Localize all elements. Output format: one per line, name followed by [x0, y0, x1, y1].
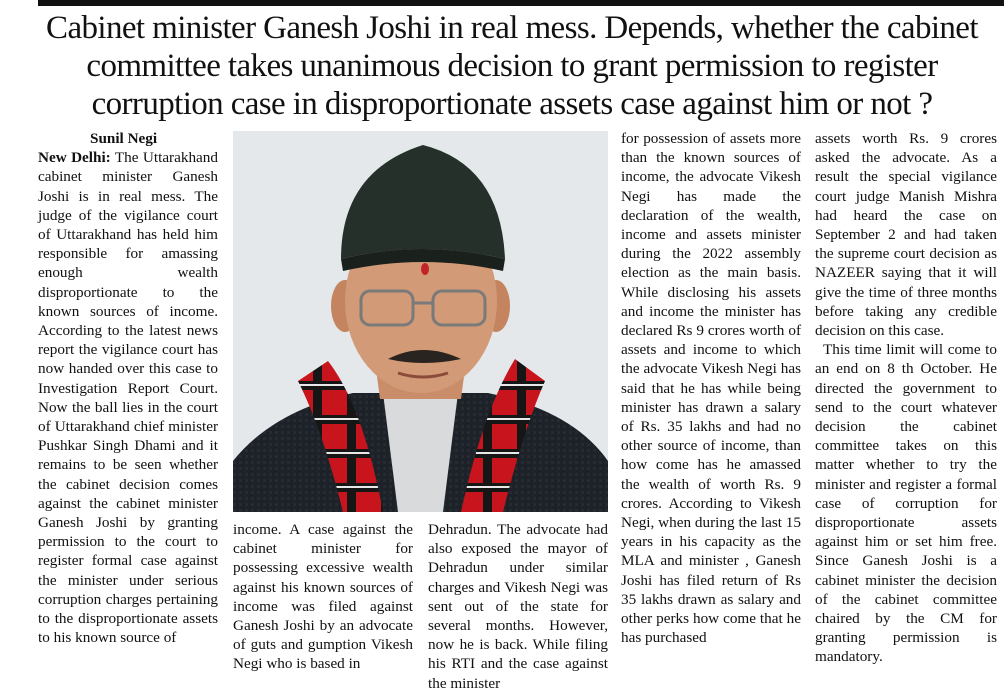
article-column-5 [815, 129, 997, 667]
column-1-text [38, 148, 218, 647]
portrait-illustration [233, 131, 608, 512]
headline-line-1: Cabinet minister Ganesh Joshi in real mess. Depends, whether the cabinet [46, 10, 978, 46]
article-column-1 [38, 129, 218, 647]
column-2-body: income. A case against the cabinet minister for possessing excessive wealth against his known sources of income was filed against Ganesh Joshi by an advocate of guts and gumption Vikesh Negi who is based in [233, 521, 413, 673]
headline-line-3: corruption case in disproportionate assets case against him or not ? [91, 86, 933, 122]
minister-photo [233, 131, 608, 512]
column-5-paragraph-1: assets worth Rs. 9 crores asked the advocate. As a result the special vigilance court judge Manish Mishra had heard the case on September 2 and had taken the supreme court decision as NAZEER saying that it will give the time of three months before taking any credible decision on this case. [815, 130, 997, 340]
column-1-body: The Uttarakhand cabinet minister Ganesh Joshi is in real mess. The judge of the vigilance court of Uttarakhand has held him responsible for amassing enough wealth disproportionate to the known sources of income. According to the latest news report the vigilance court has now handed over this case to Investigation Report Court. Now the ball lies in the court of Uttarakhand chief minister Pushkar Singh Dhami and it remains to be seen whether the cabinet decision comes against the cabinet minister Ganesh Joshi by granting permission to the court to register formal case against the minister under serious corruption charges pertaining to the disproportionate assets to his known source of [38, 149, 218, 647]
dateline: New Delhi: [38, 149, 111, 167]
column-3-body: Dehradun. The advocate had also exposed the mayor of Dehradun under similar charges and Vikesh Negi was sent out of the state for several months. However, now he is back. While filing his RTI and the case against the minister [428, 521, 608, 692]
byline: Sunil Negi [90, 130, 158, 147]
headline [20, 9, 1004, 123]
article-column-4 [621, 129, 801, 647]
article-column-2 [233, 520, 413, 674]
top-rule [38, 0, 1004, 6]
article-column-3 [428, 520, 608, 693]
column-4-body: for possession of assets more than the known sources of income, the advocate Vikesh Negi has made the declaration of the wealth, income and assets minister during the 2022 assembly election as the main basis. While disclosing his assets and income the minister has declared Rs 9 crores worth of assets and income to which the advocate Vikesh Negi has said that he has while being minister has drawn a salary of Rs. 35 lakhs and had no other source of income, than how come has he amassed the wealth of worth Rs. 9 crores. According to Vikesh Negi, when during the last 15 years in his capacity as the MLA and minister , Ganesh Joshi has filed return of Rs 35 lakhs drawn as salary and other perks how come that he has purchased [621, 130, 801, 647]
headline-line-2: committee takes unanimous decision to grant permission to register [86, 48, 938, 84]
column-5-paragraph-2: This time limit will come to an end on 8 th October. He directed the government to send to the court whatever decision the cabinet committee takes on this matter whether to try the minister and register a formal case of corruption for disproportionate assets against him or set him free. Since Ganesh Joshi is a cabinet minister the decision of the cabinet committee chaired by the CM for granting permission is mandatory. [815, 341, 997, 666]
